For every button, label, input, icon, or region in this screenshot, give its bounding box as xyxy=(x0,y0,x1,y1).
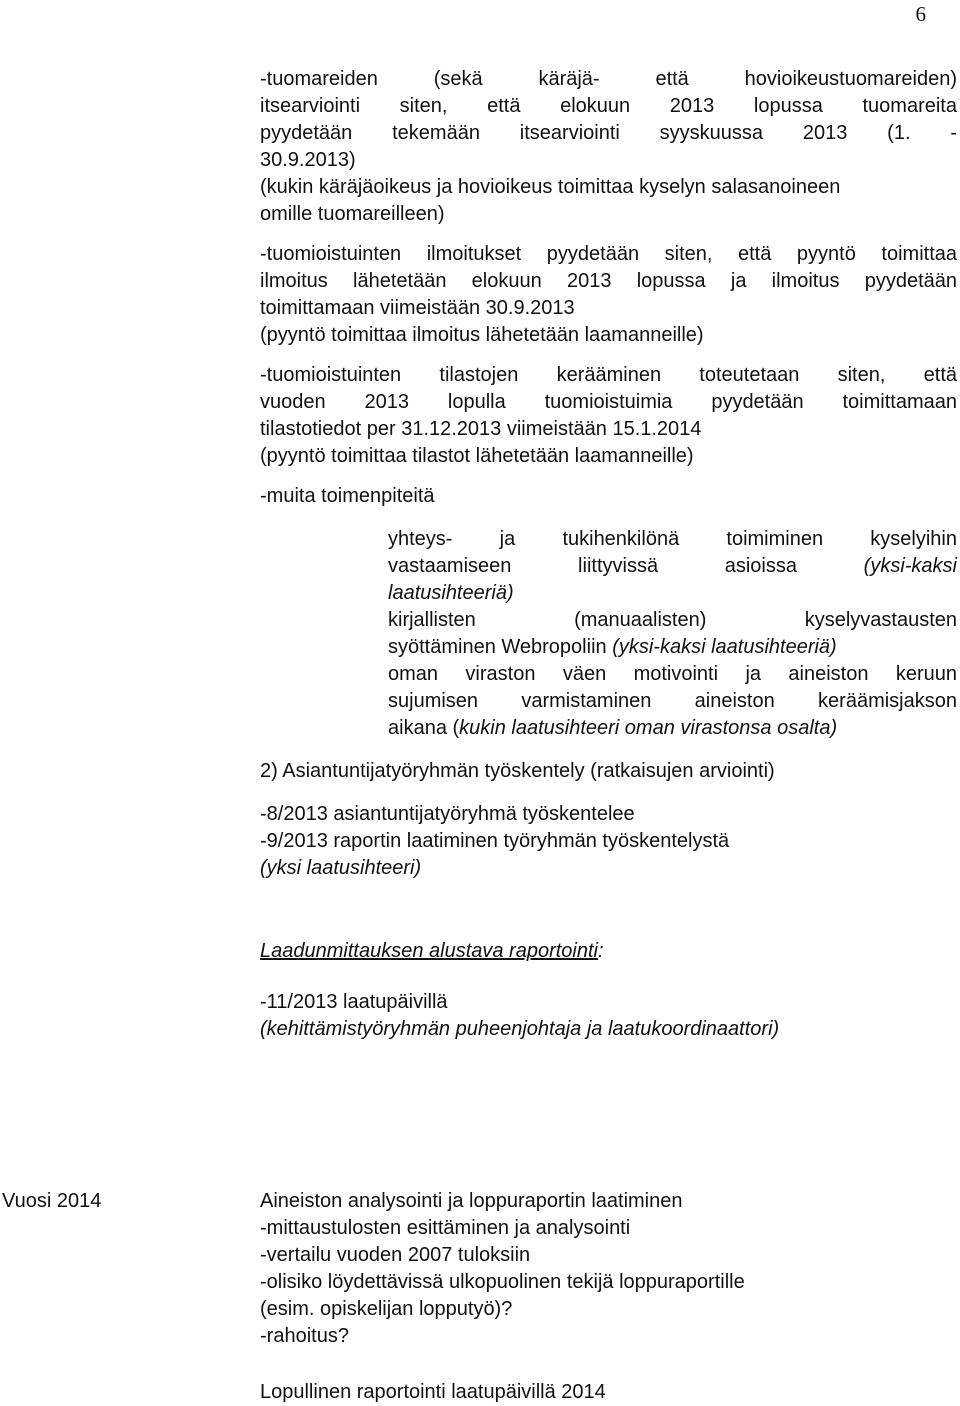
italic-note: laatusihteeriä) xyxy=(388,582,514,604)
italic-note: (yksi-kaksi laatusihteeriä) xyxy=(612,636,837,658)
paragraph-raportointi xyxy=(260,989,957,1043)
muita-heading: -muita toimenpiteitä xyxy=(260,485,435,507)
paragraph-tilastot xyxy=(260,362,957,470)
asiantuntija-heading: 2) Asiantuntijatyöryhmän työskentely (ratkaisujen arviointi) xyxy=(260,760,775,782)
text-span: syöttäminen Webropoliin xyxy=(388,636,613,658)
text-line: ilmoitus lähetetään elokuun 2013 lopussa ja ilmoitus pyydetään xyxy=(260,270,957,292)
text-line: -olisiko löydettävissä ulkopuolinen tekijä loppuraportille xyxy=(260,1271,745,1293)
paragraph-asiantuntija xyxy=(260,801,957,882)
text-line: (pyyntö toimittaa ilmoitus lähetetään laamanneille) xyxy=(260,324,704,346)
text-line: -8/2013 asiantuntijatyöryhmä työskentelee xyxy=(260,803,635,825)
text-line: tilastotiedot per 31.12.2013 viimeistään 15.1.2014 xyxy=(260,418,702,440)
text-line: toimittamaan viimeistään 30.9.2013 xyxy=(260,297,575,319)
text-line: vuoden 2013 lopulla tuomioistuimia pyydetään toimittamaan xyxy=(260,391,957,413)
text-line: Aineiston analysointi ja loppuraportin laatiminen xyxy=(260,1190,683,1212)
text-line: -11/2013 laatupäivillä xyxy=(260,991,448,1013)
text-line: kirjallisten (manuaalisten) kyselyvastausten xyxy=(388,609,957,631)
year-label: Vuosi 2014 xyxy=(2,1190,102,1212)
text-line: (pyyntö toimittaa tilastot lähetetään laamanneille) xyxy=(260,445,694,467)
text-line xyxy=(388,715,957,742)
text-line: -mittaustulosten esittäminen ja analysointi xyxy=(260,1217,631,1239)
text-line: sujumisen varmistaminen aineiston keräämisjakson xyxy=(388,690,957,712)
text-line: -tuomioistuinten tilastojen kerääminen toteutetaan siten, että xyxy=(260,364,957,386)
text-line: itsearviointi siten, että elokuun 2013 lopussa tuomareita xyxy=(260,95,957,117)
text-line: omille tuomareilleen) xyxy=(260,203,445,225)
document-body xyxy=(260,66,957,1043)
italic-note: (yksi laatusihteeri) xyxy=(260,857,422,879)
final-reporting-line: Lopullinen raportointi laatupäivillä 2014 xyxy=(260,1381,606,1403)
italic-note: (yksi-kaksi xyxy=(863,555,957,577)
text-line: (kukin käräjäoikeus ja hovioikeus toimittaa kyselyn salasanoineen xyxy=(260,176,841,198)
text-line: oman viraston väen motivointi ja aineiston keruun xyxy=(388,663,957,685)
text-line: pyydetään tekemään itsearviointi syyskuussa 2013 (1. - xyxy=(260,122,957,144)
italic-note: (kehittämistyöryhmän puheenjohtaja ja laatukoordinaattori) xyxy=(260,1018,780,1040)
text-span: aikana ( xyxy=(388,717,460,739)
text-line: yhteys- ja tukihenkilönä toimiminen kyselyihin xyxy=(388,528,957,550)
paragraph-ilmoitukset xyxy=(260,241,957,349)
italic-note: kukin laatusihteeri oman virastonsa osalta) xyxy=(459,717,838,739)
muita-subsection xyxy=(388,526,957,742)
text-line: -vertailu vuoden 2007 tuloksiin xyxy=(260,1244,531,1266)
paragraph-tuomareiden xyxy=(260,66,957,228)
page-number: 6 xyxy=(915,2,926,26)
text-span: vastaamiseen liittyvissä asioissa xyxy=(388,555,864,577)
underlined-heading: Laadunmittauksen alustava raportointi xyxy=(260,940,598,962)
heading-colon: : xyxy=(598,940,604,962)
year-2014-block xyxy=(260,1188,957,1406)
text-line: -tuomioistuinten ilmoitukset pyydetään siten, että pyyntö toimittaa xyxy=(260,243,957,265)
text-line: 30.9.2013) xyxy=(260,149,356,171)
text-line: -rahoitus? xyxy=(260,1325,349,1347)
text-line xyxy=(388,634,957,661)
text-line: -tuomareiden (sekä käräjä- että hovioikeustuomareiden) xyxy=(260,68,957,90)
raportointi-heading xyxy=(260,938,957,965)
text-line: -9/2013 raportin laatiminen työryhmän työskentelystä xyxy=(260,830,730,852)
text-line xyxy=(388,553,957,580)
text-line: (esim. opiskelijan lopputyö)? xyxy=(260,1298,513,1320)
